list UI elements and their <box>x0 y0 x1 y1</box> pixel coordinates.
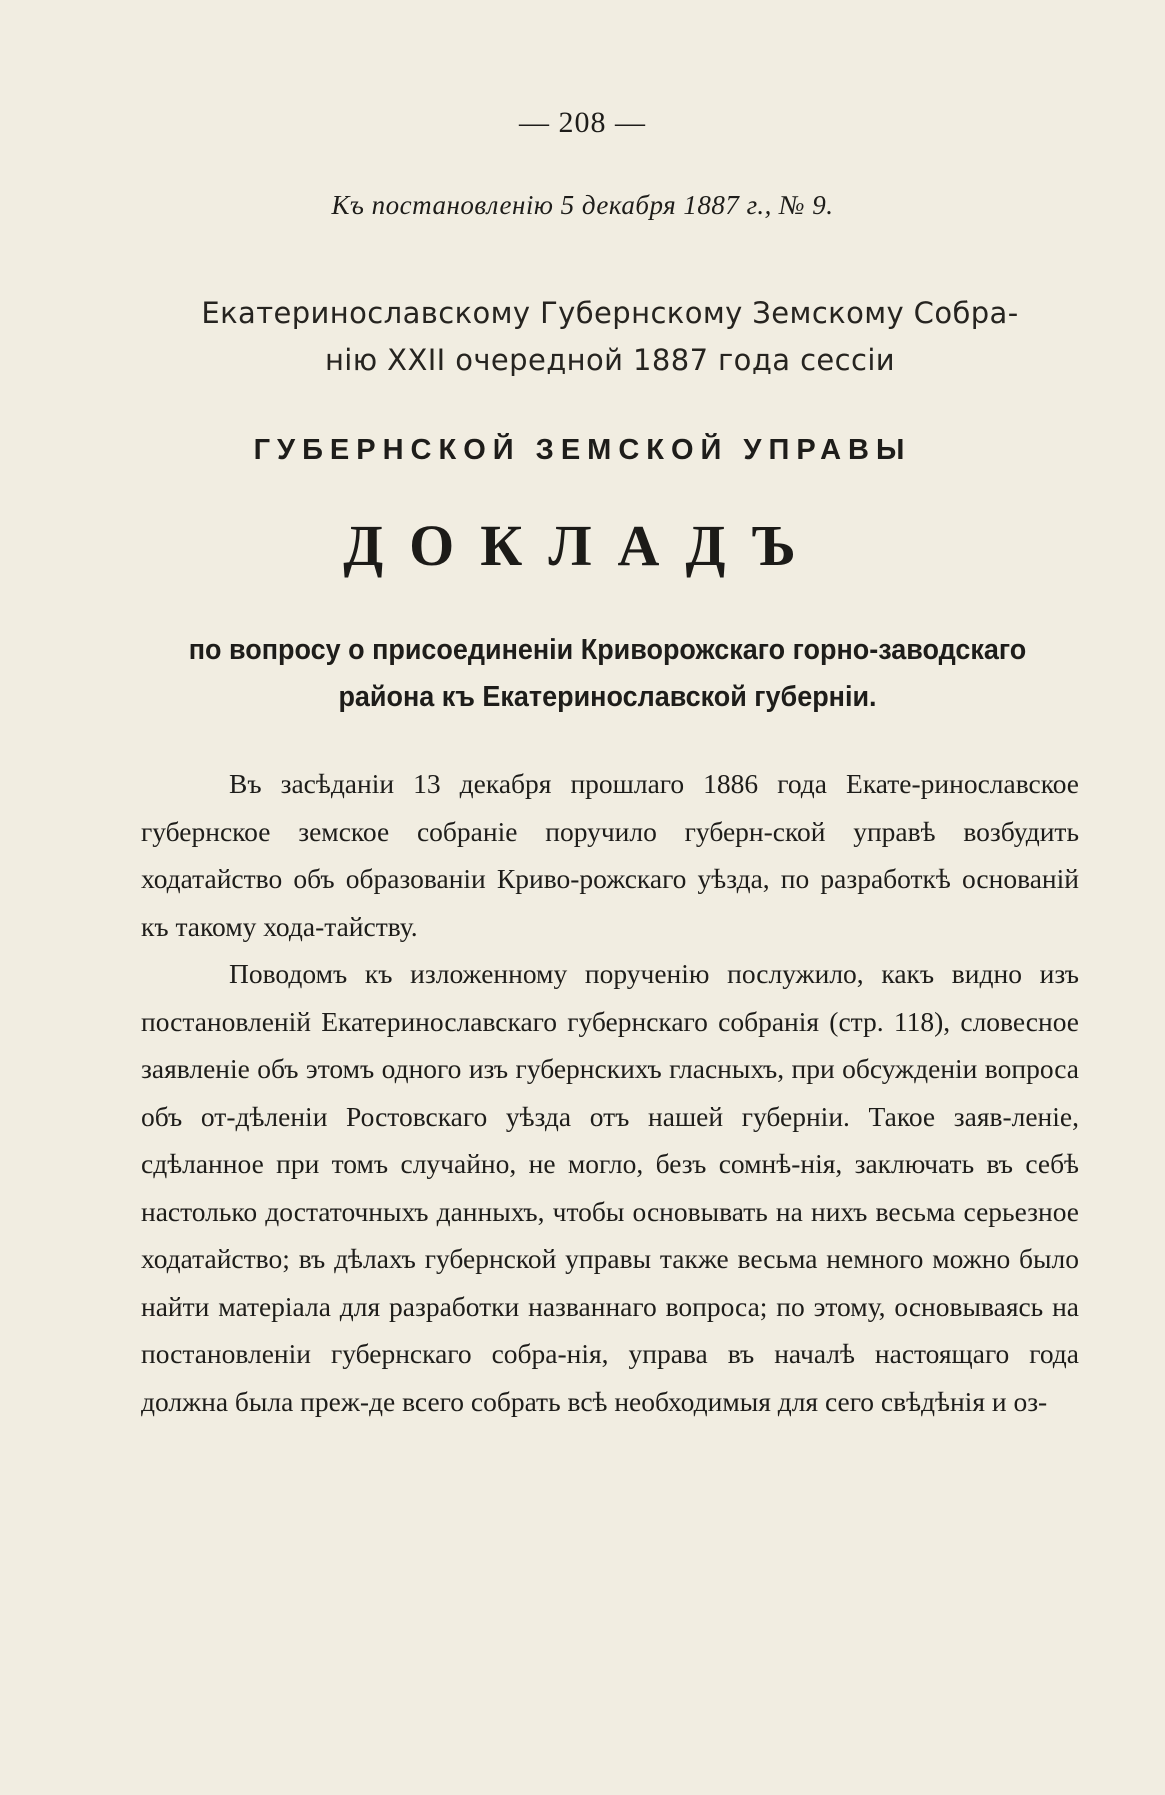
subject-line-2: района къ Екатеринославской губерніи. <box>338 681 877 713</box>
page-number: — 208 — <box>519 106 646 139</box>
document-title: ДОКЛАДЪ <box>343 513 822 578</box>
resolution-reference: Къ постановленію 5 декабря 1887 г., № 9. <box>331 190 834 220</box>
subject-line-1: по вопросу о присоединеніи Криворожскаго горно-заводскаго <box>188 634 1027 666</box>
paragraph-1: Въ засѣданіи 13 декабря прошлаго 1886 года Екате-риноcлавское губернское земское собраніе поручило губерн-ской управѣ возбудить ходатайство объ образованіи Криво-рожскаго уѣзда, по разработкѣ основаній къ такому хода-тайству. <box>141 768 1079 942</box>
addressee-line-1: Екатеринославскому Губернскому Земскому Собра- <box>201 296 1019 330</box>
report-body <box>141 760 1079 1425</box>
issuing-authority: ГУБЕРНСКОЙ ЗЕМСКОЙ УПРАВЫ <box>253 434 912 466</box>
report-subject <box>168 627 1047 721</box>
paragraph-2: Поводомъ къ изложенному порученію послужило, какъ видно изъ постановленій Екатеринославскаго губернскаго собранія (стр. 118), словесное заявленіе объ этомъ одного изъ губернскихъ гласныхъ, при обсужденіи вопроса объ от-дѣленіи Ростовскаго уѣзда отъ нашей губерніи. Такое заяв-леніе, сдѣланное при томъ случайно, не могло, безъ сомнѣ-нія, заключать въ себѣ настолько достаточныхъ данныхъ, чтобы основывать на нихъ весьма серьезное ходатайство; въ дѣлахъ губернской управы также весьма немного можно было найти матеріала для разработки названнаго вопроса; по этому, основываясь на постановленіи губернскаго собра-нія, управа въ началѣ настоящаго года должна была преж-де всего собрать всѣ необходимыя для сего свѣдѣнія и оз- <box>141 958 1079 1417</box>
addressee <box>140 290 1080 384</box>
addressee-line-2: нію XXII очередной 1887 года сессіи <box>324 343 896 377</box>
